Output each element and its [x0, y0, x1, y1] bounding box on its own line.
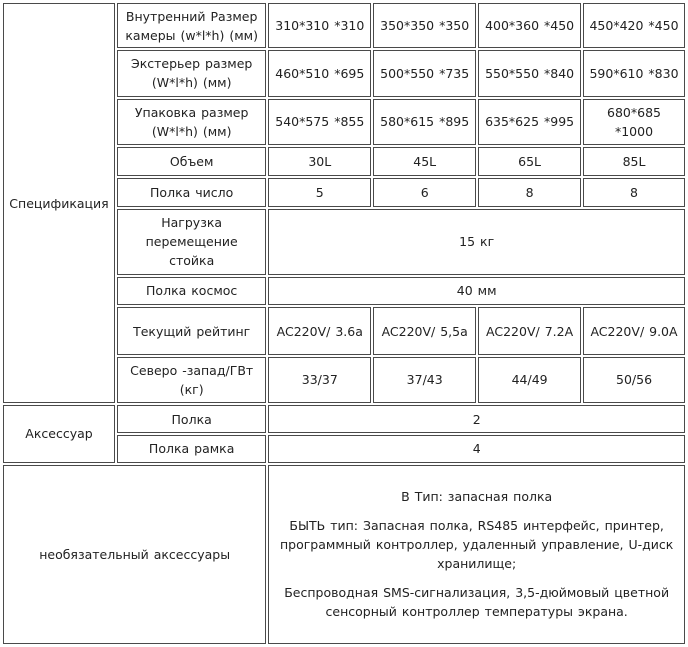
cell-inner-size-45l: 350*350 *350: [373, 3, 476, 48]
cell-volume-4: 85L: [583, 147, 685, 176]
group-label-specification: Спецификация: [3, 3, 115, 403]
cell-inner-size-85l: 450*420 *450: [583, 3, 685, 48]
cell-weight-2: 37/43: [373, 357, 476, 403]
cell-shelf-load: 15 кг: [268, 209, 685, 275]
row-label-volume: Объем: [117, 147, 266, 176]
cell-current-3: AC220V/ 7.2A: [478, 307, 581, 354]
cell-acc-frame: 4: [268, 435, 685, 463]
cell-current-2: AC220V/ 5,5a: [373, 307, 476, 354]
row-label-shelf-count: Полка число: [117, 178, 266, 207]
table-row-optional: [3, 465, 685, 644]
row-label-weight: Северо -запад/ГВт (кг): [117, 357, 266, 403]
cell-inner-size-65l: 400*360 *450: [478, 3, 581, 48]
cell-outer-size-65l: 550*550 *840: [478, 50, 581, 96]
cell-volume-2: 45L: [373, 147, 476, 176]
cell-acc-shelf: 2: [268, 405, 685, 433]
optional-type-b: БЫТЬ тип: Запасная полка, RS485 интерфейс, принтер, программный контроллер, удаленный управление, U-диск хранилище;: [279, 518, 674, 572]
cell-current-1: AC220V/ 3.6a: [268, 307, 371, 354]
group-label-accessory: Аксессуар: [3, 405, 115, 463]
table-row-inner-size: [3, 3, 685, 48]
cell-volume-3: 65L: [478, 147, 581, 176]
cell-weight-3: 44/49: [478, 357, 581, 403]
row-label-shelf-space: Полка космос: [117, 277, 266, 306]
cell-weight-4: 50/56: [583, 357, 685, 403]
cell-shelf-count-2: 6: [373, 178, 476, 207]
cell-current-4: AC220V/ 9.0A: [583, 307, 685, 354]
cell-inner-size-30l: 310*310 *310: [268, 3, 371, 48]
specification-table: [1, 1, 687, 646]
cell-shelf-count-3: 8: [478, 178, 581, 207]
cell-shelf-count-1: 5: [268, 178, 371, 207]
group-label-optional: необязательный аксессуары: [3, 465, 266, 644]
cell-package-size-65l: 635*625 *995: [478, 99, 581, 145]
row-label-package-size: Упаковка размер (W*l*h) (мм): [117, 99, 266, 145]
cell-package-size-45l: 580*615 *895: [373, 99, 476, 145]
row-label-current: Текущий рейтинг: [117, 307, 266, 354]
table-row-acc-shelf: [3, 405, 685, 433]
row-label-acc-frame: Полка рамка: [117, 435, 266, 463]
cell-weight-1: 33/37: [268, 357, 371, 403]
optional-accessories-cell: [268, 465, 685, 644]
cell-package-size-30l: 540*575 *855: [268, 99, 371, 145]
row-label-outer-size: Экстерьер размер (W*l*h) (мм): [117, 50, 266, 96]
cell-package-size-85l: 680*685 *1000: [583, 99, 685, 145]
cell-outer-size-30l: 460*510 *695: [268, 50, 371, 96]
optional-extra: Беспроводная SMS-сигнализация, 3,5-дюймовый цветной сенсорный контроллер температуры экрана.: [284, 585, 670, 620]
cell-shelf-space: 40 мм: [268, 277, 685, 306]
row-label-shelf-load: Нагрузка перемещение стойка: [117, 209, 266, 275]
optional-type-a: В Тип: запасная полка: [401, 489, 553, 505]
row-label-acc-shelf: Полка: [117, 405, 266, 433]
row-label-inner-size: Внутренний Размер камеры (w*l*h) (мм): [117, 3, 266, 48]
cell-outer-size-85l: 590*610 *830: [583, 50, 685, 96]
cell-outer-size-45l: 500*550 *735: [373, 50, 476, 96]
cell-shelf-count-4: 8: [583, 178, 685, 207]
cell-volume-1: 30L: [268, 147, 371, 176]
